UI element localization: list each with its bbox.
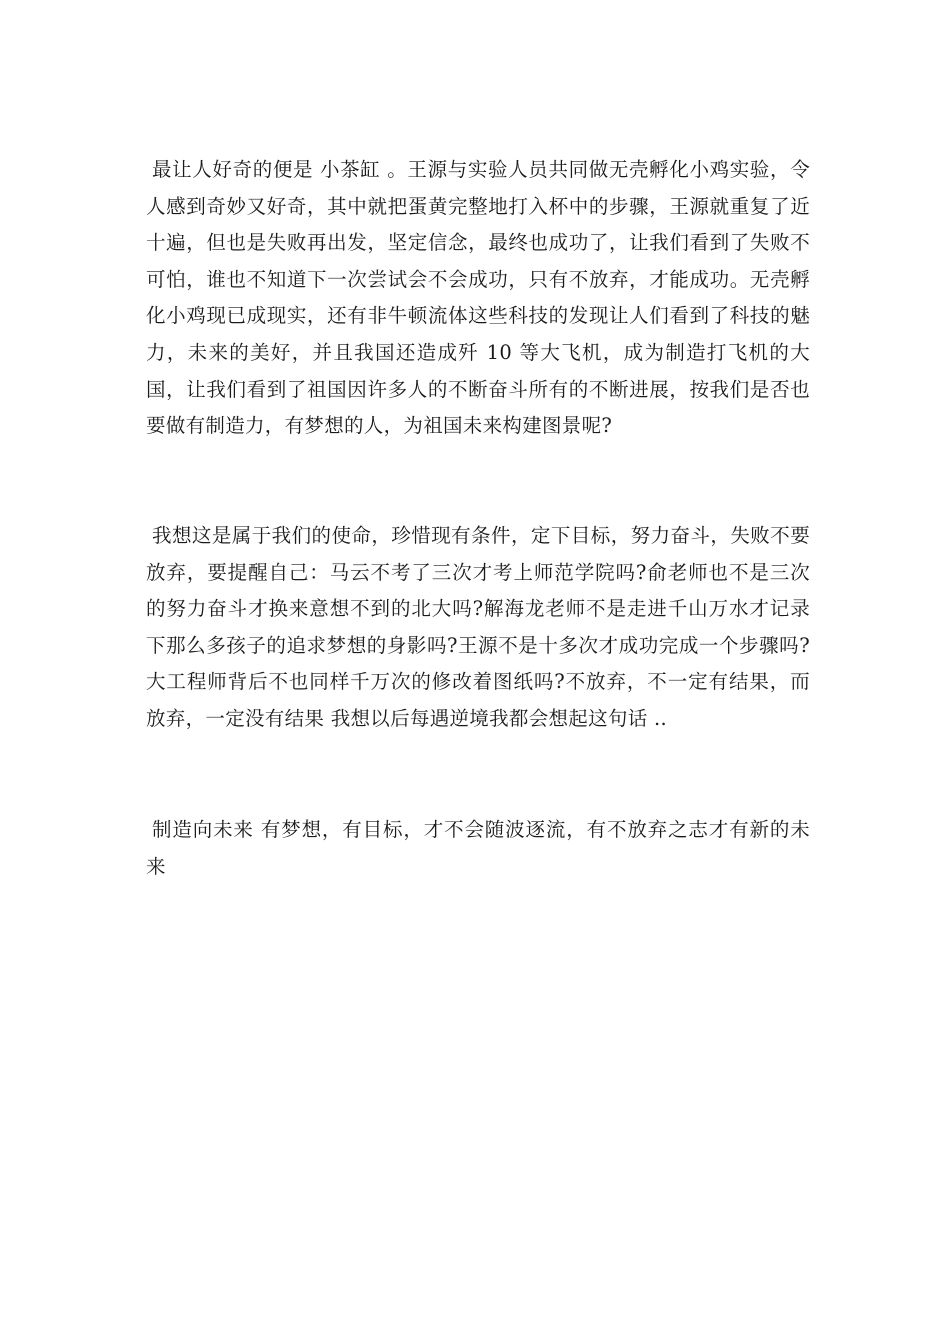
body-paragraph-2: 我想这是属于我们的使命，珍惜现有条件，定下目标，努力奋斗，失败不要放弃，要提醒自己：马云不考了三次才考上师范学院吗?俞老师也不是三次的努力奋斗才换来意想不到的北大吗?解海龙老师不是走进千山万水才记录下那么多孩子的追求梦想的身影吗?王源不是十多次才成功完成一个步骤吗?大工程师背后不也同样千万次的修改着图纸吗?不放弃，不一定有结果，而放弃，一定没有结果 我想以后每遇逆境我都会想起这句话 ..: [146, 524, 810, 730]
body-paragraph-3: 制造向未来 有梦想，有目标，才不会随波逐流，有不放弃之志才有新的未来: [146, 818, 810, 878]
body-paragraph-1: 最让人好奇的便是 小茶缸 。王源与实验人员共同做无壳孵化小鸡实验，令人感到奇妙又好奇，其中就把蛋黄完整地打入杯中的步骤，王源就重复了近十遍，但也是失败再出发，坚定信念，最终也成功了，让我们看到了失败不可怕，谁也不知道下一次尝试会不会成功，只有不放弃，才能成功。无壳孵化小鸡现已成现实，还有非牛顿流体这些科技的发现让人们看到了科技的魅力，未来的美好，并且我国还造成歼 10 等大飞机，成为制造打飞机的大国，让我们看到了祖国因许多人的不断奋斗所有的不断进展，按我们是否也要做有制造力，有梦想的人，为祖国未来构建图景呢?: [146, 158, 810, 438]
